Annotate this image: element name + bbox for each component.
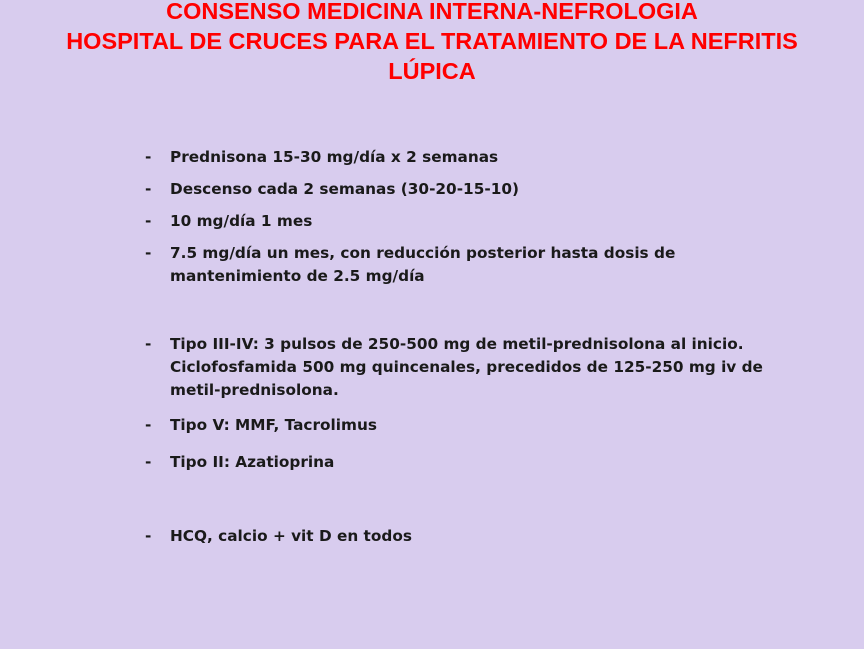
bullet-dash: - — [145, 212, 152, 230]
bullet-item-tipo-ii — [145, 451, 835, 474]
title-line-2: HOSPITAL DE CRUCES PARA EL TRATAMIENTO DE LA NEFRITIS — [66, 28, 798, 54]
bullet-text: Tipo II: Azatioprina — [170, 453, 335, 471]
bullet-item-prednisona — [145, 146, 835, 169]
bullet-text: Tipo III-IV: 3 pulsos de 250-500 mg de metil-prednisolona al inicio. Ciclofosfamida 500 mg quincenales, precedidos de 125-250 mg iv de metil-prednisolona. — [170, 335, 763, 399]
bullet-text: 10 mg/día 1 mes — [170, 212, 313, 230]
bullet-text: HCQ, calcio + vit D en todos — [170, 527, 412, 545]
bullet-dash: - — [145, 527, 152, 545]
bullet-text: Prednisona 15-30 mg/día x 2 semanas — [170, 148, 499, 166]
bullet-text: Descenso cada 2 semanas (30-20-15-10) — [170, 180, 519, 198]
bullet-dash: - — [145, 416, 152, 434]
title-line-3: LÚPICA — [388, 58, 476, 84]
bullet-item-tipo-iii-iv — [145, 333, 835, 402]
bullet-dash: - — [145, 453, 152, 471]
title-line-1: CONSENSO MEDICINA INTERNA-NEFROLOGIA — [166, 0, 698, 24]
bullet-item-descenso — [145, 178, 835, 201]
bullet-dash: - — [145, 148, 152, 166]
bullet-text: Tipo V: MMF, Tacrolimus — [170, 416, 377, 434]
slide-title — [0, 0, 864, 86]
bullet-text: 7.5 mg/día un mes, con reducción posterior hasta dosis de mantenimiento de 2.5 mg/día — [170, 244, 676, 285]
bullet-item-hcq — [145, 525, 835, 548]
bullet-item-tipo-v — [145, 414, 835, 437]
bullet-dash: - — [145, 244, 152, 262]
bullet-dash: - — [145, 335, 152, 353]
bullet-item-7-5mg — [145, 242, 835, 288]
bullet-dash: - — [145, 180, 152, 198]
bullet-item-10mg — [145, 210, 835, 233]
